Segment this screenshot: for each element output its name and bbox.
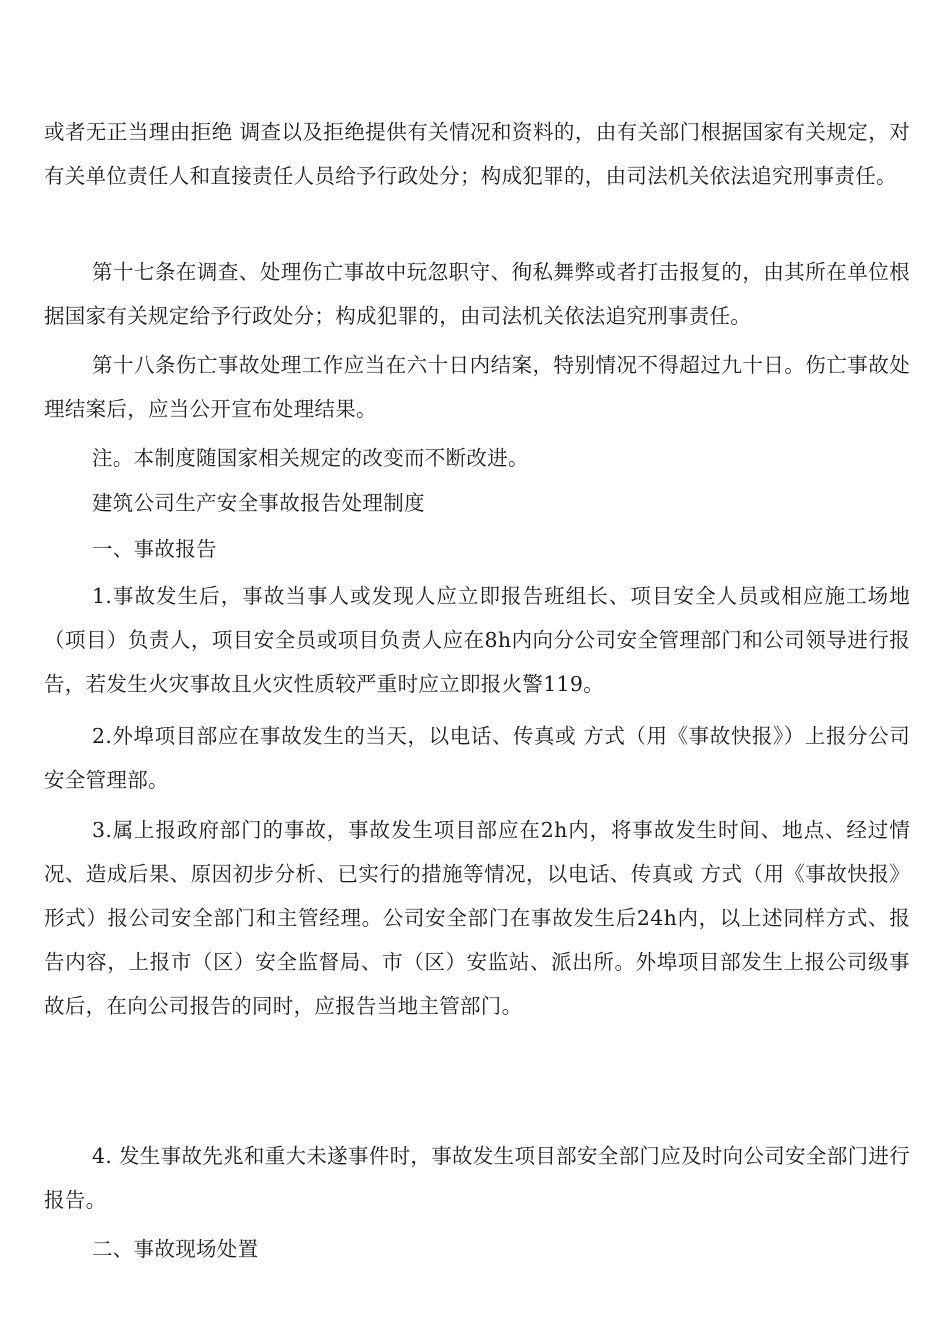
paragraph-item-1: 1.事故发生后，事故当事人或发现人应立即报告班组长、项目安全人员或相应施工场地（项目）负责人，项目安全员或项目负责人应在8h内向分公司安全管理部门和公司领导进行报告，若发生火灾事故且火灾性质较严重时应立即报火警119。 — [44, 584, 910, 696]
heading-scene-handling: 二、事故现场处置 — [92, 1237, 259, 1261]
paragraph-item-4: 4. 发生事故先兆和重大未遂事件时，事故发生项目部安全部门应及时向公司安全部门进行报告。 — [44, 1144, 910, 1212]
paragraph-article-17: 第十七条在调查、处理伤亡事故中玩忽职守、徇私舞弊或者打击报复的，由其所在单位根据国家有关规定给予行政处分；构成犯罪的，由司法机关依法追究刑事责任。 — [44, 260, 910, 328]
section-title: 建筑公司生产安全事故报告处理制度 — [92, 491, 425, 515]
paragraph-note: 注。本制度随国家相关规定的改变而不断改进。 — [92, 446, 529, 470]
paragraph-item-2: 2.外埠项目部应在事故发生的当天，以电话、传真或 方式（用《事故快报》）上报分公司安全管理部。 — [44, 724, 910, 792]
paragraph-article-18: 第十八条伤亡事故处理工作应当在六十日内结案，特别情况不得超过九十日。伤亡事故处理结案后，应当公开宣布处理结果。 — [44, 353, 910, 421]
paragraph-item-3: 3.属上报政府部门的事故，事故发生项目部应在2h内，将事故发生时间、地点、经过情况、造成后果、原因初步分析、已实行的措施等情况，以电话、传真或 方式（用《事故快报》形式）报公司安全部门和主管经理。公司安全部门在事故发生后24h内，以上述同样方式、报告内容，上报市（区）安全监督局、市（区）安监站、派出所。外埠项目部发生上报公司级事故后，在向公司报告的同时，应报告当地主管部门。 — [44, 818, 910, 1018]
paragraph-refusal-penalty: 或者无正当理由拒绝 调查以及拒绝提供有关情况和资料的，由有关部门根据国家有关规定，对有关单位责任人和直接责任人员给予行政处分；构成犯罪的，由司法机关依法追究刑事责任。 — [44, 120, 910, 188]
heading-accident-report: 一、事故报告 — [92, 537, 217, 561]
